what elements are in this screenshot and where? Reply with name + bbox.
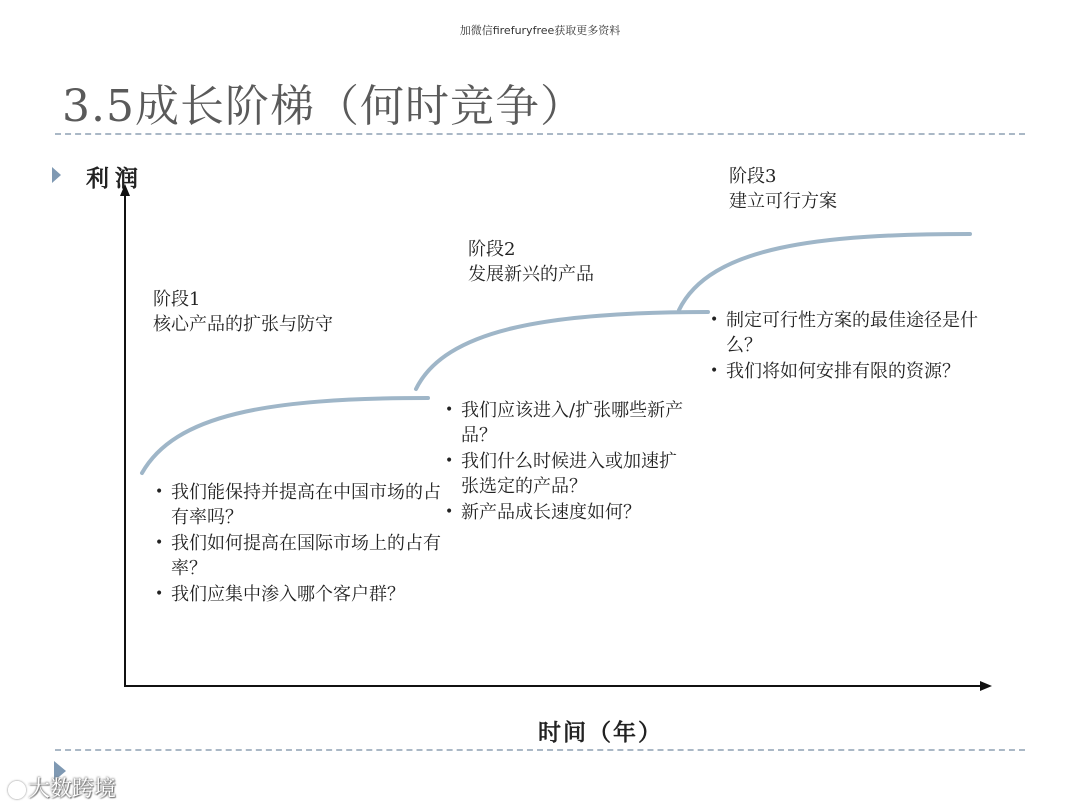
list-item bbox=[443, 398, 693, 448]
stage3-curve bbox=[679, 234, 970, 310]
bottom-divider bbox=[55, 749, 1025, 751]
stage3-questions bbox=[708, 308, 1008, 385]
list-item bbox=[153, 582, 453, 607]
question-text: 我们将如何安排有限的资源？ bbox=[726, 361, 960, 382]
bullet-dot-icon: • bbox=[155, 586, 164, 602]
list-item bbox=[153, 531, 453, 581]
brand-logo bbox=[8, 772, 116, 803]
question-text: 新产品成长速度如何？ bbox=[461, 502, 641, 523]
stage1-questions bbox=[153, 480, 453, 608]
stage3-heading bbox=[729, 164, 837, 214]
stage1-curve bbox=[142, 398, 428, 473]
stage1-heading bbox=[153, 287, 333, 337]
y-axis-label: 利润 bbox=[86, 165, 144, 192]
question-text: 我们应集中渗入哪个客户群？ bbox=[171, 584, 405, 605]
question-text: 我们能保持并提高在中国市场的占有率吗？ bbox=[171, 482, 441, 528]
stage2-questions bbox=[443, 398, 693, 526]
question-text: 我们如何提高在国际市场上的占有率？ bbox=[171, 533, 441, 579]
list-item bbox=[153, 480, 453, 530]
stage1-desc: 核心产品的扩张与防守 bbox=[153, 314, 333, 335]
stage2-name: 阶段2 bbox=[468, 239, 516, 260]
bullet-dot-icon: • bbox=[445, 453, 454, 469]
stage3-name: 阶段3 bbox=[729, 166, 777, 187]
slide-title: 3.5成长阶梯（何时竞争） bbox=[62, 81, 585, 132]
x-axis-label: 时间（年） bbox=[538, 719, 663, 746]
question-text: 我们应该进入/扩张哪些新产品？ bbox=[461, 400, 684, 446]
question-text: 制定可行性方案的最佳途径是什么？ bbox=[726, 310, 978, 356]
stage2-curve bbox=[416, 312, 708, 389]
top-watermark: 加微信firefuryfree获取更多资料 bbox=[459, 24, 621, 37]
logo-ring-icon bbox=[8, 781, 26, 799]
bullet-dot-icon: • bbox=[710, 363, 719, 379]
list-item bbox=[443, 500, 693, 525]
logo-text: 大数跨境 bbox=[28, 777, 117, 802]
stage3-desc: 建立可行方案 bbox=[729, 191, 837, 212]
stage2-heading bbox=[468, 237, 594, 287]
stage1-name: 阶段1 bbox=[153, 289, 201, 310]
bullet-dot-icon: • bbox=[155, 484, 164, 500]
bullet-dot-icon: • bbox=[710, 312, 719, 328]
bullet-dot-icon: • bbox=[155, 535, 164, 551]
stage2-desc: 发展新兴的产品 bbox=[468, 264, 594, 285]
list-item bbox=[708, 308, 1008, 358]
list-item bbox=[708, 359, 1008, 384]
bullet-dot-icon: • bbox=[445, 402, 454, 418]
bullet-dot-icon: • bbox=[445, 504, 454, 520]
question-text: 我们什么时候进入或加速扩张选定的产品？ bbox=[461, 451, 677, 497]
list-item bbox=[443, 449, 693, 499]
